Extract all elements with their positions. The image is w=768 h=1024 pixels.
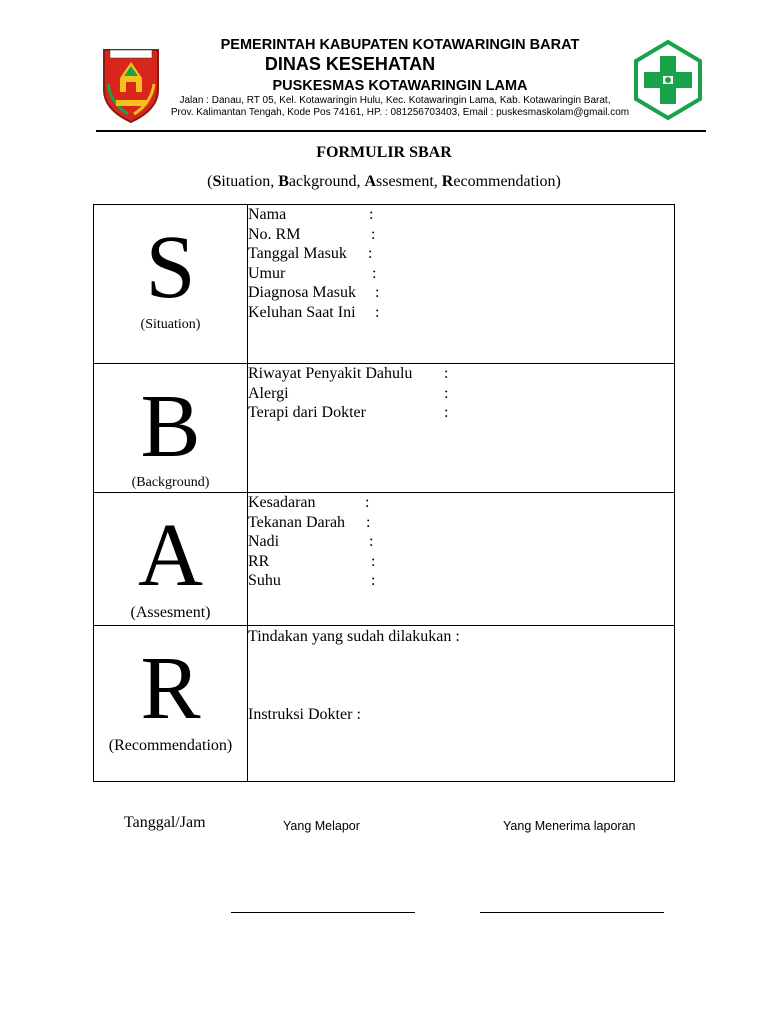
field-cell-background [248, 364, 675, 493]
signature-line-melapor[interactable] [231, 912, 415, 913]
section-assesment [94, 493, 675, 626]
field-nama[interactable]: Nama : [248, 206, 374, 223]
field-cell-situation [248, 205, 675, 364]
section-label-background: (Background) [131, 475, 210, 490]
field-cell-recommendation [248, 626, 675, 782]
section-label-assesment: (Assesment) [130, 604, 211, 621]
field-tindakan-sudah-dilakukan[interactable]: Tindakan yang sudah dilakukan : [248, 628, 460, 645]
section-label-situation: (Situation) [140, 317, 201, 332]
header-line-contact: Prov. Kalimantan Tengah, Kode Pos 74161, HP. : 081256703403, Email : puskesmaskolam@gmail.com [170, 107, 630, 118]
section-label-recommendation: (Recommendation) [108, 737, 233, 754]
letter-cell-a [94, 493, 248, 626]
letter-cell-s [94, 205, 248, 364]
sbar-table [93, 204, 675, 782]
field-instruksi-dokter[interactable]: Instruksi Dokter : [248, 705, 361, 723]
footer-tanggal-jam: Tanggal/Jam [124, 814, 206, 831]
field-kesadaran[interactable]: Kesadaran : [248, 494, 370, 511]
section-background [94, 364, 675, 493]
field-rr[interactable]: RR : [248, 552, 376, 570]
footer-yang-melapor: Yang Melapor [283, 819, 360, 833]
footer-yang-menerima: Yang Menerima laporan [503, 819, 636, 833]
header-line-address: Jalan : Danau, RT 05, Kel. Kotawaringin Hulu, Kec. Kotawaringin Lama, Kab. Kotawaringin Barat, [179, 95, 611, 106]
signature-line-menerima[interactable] [480, 912, 664, 913]
header-line-department: DINAS KESEHATAN [264, 54, 436, 74]
field-tekanan-darah[interactable]: Tekanan Darah : [248, 513, 371, 531]
section-situation [94, 205, 675, 364]
section-letter-s: S [145, 218, 196, 317]
field-cell-assesment [248, 493, 675, 626]
field-umur[interactable]: Umur : [248, 264, 377, 282]
section-letter-b: B [140, 377, 201, 476]
form-title: FORMULIR SBAR [316, 144, 452, 161]
section-letter-r: R [140, 639, 201, 738]
field-tanggal-masuk[interactable]: Tanggal Masuk : [248, 245, 373, 262]
section-letter-a: A [138, 506, 203, 605]
field-nadi[interactable]: Nadi : [248, 533, 374, 550]
field-alergi[interactable]: Alergi : [248, 384, 449, 402]
letter-cell-b [94, 364, 248, 493]
header-line-puskesmas: PUSKESMAS KOTAWARINGIN LAMA [272, 78, 528, 94]
field-keluhan-saat-ini[interactable]: Keluhan Saat Ini : [248, 303, 380, 321]
section-recommendation [94, 626, 675, 782]
header-divider [96, 130, 706, 132]
header-line-government: PEMERINTAH KABUPATEN KOTAWARINGIN BARAT [220, 37, 580, 53]
field-suhu[interactable]: Suhu : [248, 572, 376, 589]
field-no-rm[interactable]: No. RM : [248, 225, 376, 243]
field-riwayat-penyakit-dahulu[interactable]: Riwayat Penyakit Dahulu : [248, 365, 449, 382]
puskesmas-green-cross-icon [633, 40, 703, 120]
field-terapi-dari-dokter[interactable]: Terapi dari Dokter : [248, 404, 449, 421]
field-diagnosa-masuk[interactable]: Diagnosa Masuk : [248, 284, 380, 301]
letter-cell-r [94, 626, 248, 782]
form-subtitle: (Situation, Background, Assesment, Recommendation) [207, 173, 561, 190]
